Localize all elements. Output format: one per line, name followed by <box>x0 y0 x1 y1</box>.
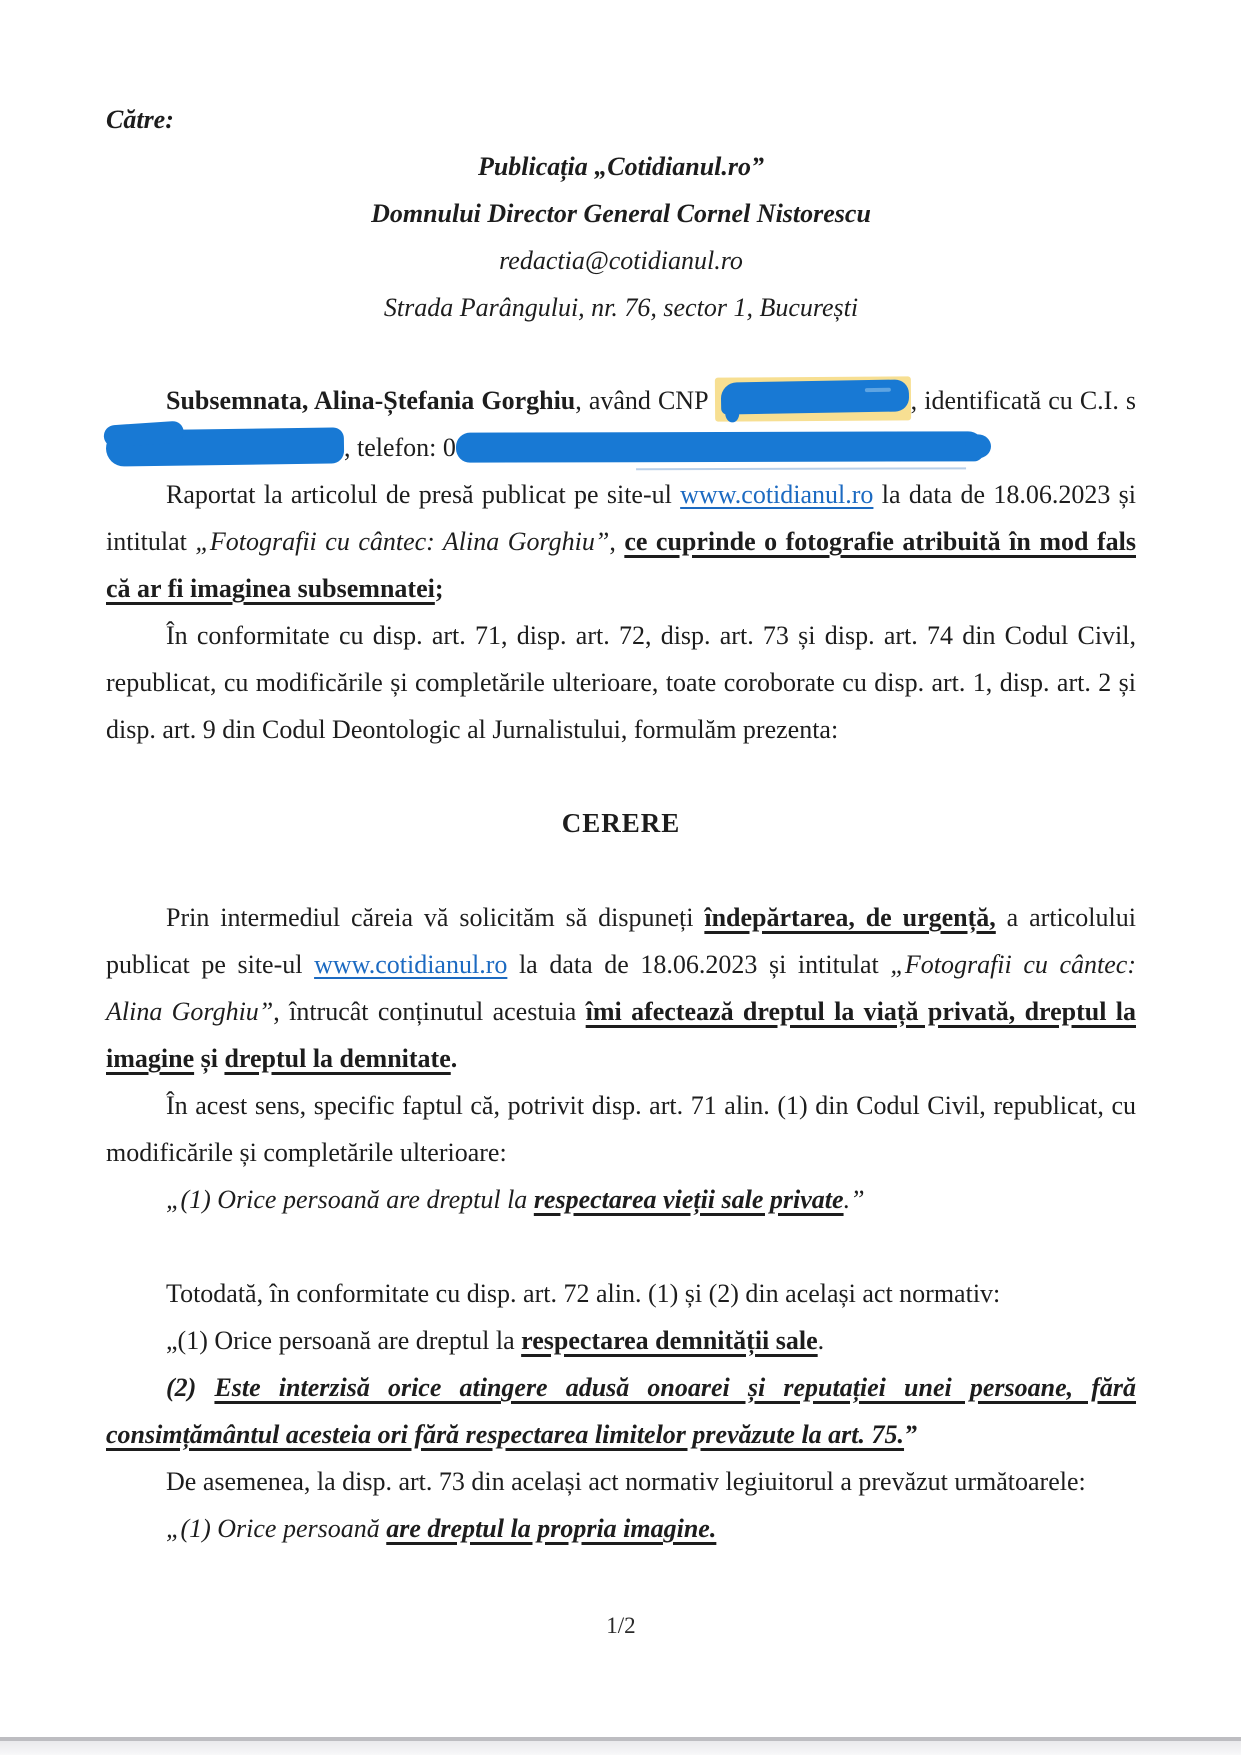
emphasized-rights: îmi afectează dreptul la viață privată, dreptul la imagine <box>106 997 1136 1073</box>
text-segment: ; <box>434 574 444 603</box>
spacer <box>106 847 1136 894</box>
paragraph-raportat <box>106 471 1136 612</box>
paragraph-request <box>106 894 1136 1082</box>
recipient-publication: Publicația „Cotidianul.ro” <box>477 152 765 181</box>
emphasized-quote: respectarea demnității sale <box>521 1326 818 1355</box>
emphasized-claim: ce cuprinde o fotografie atribuită în mod fals că ar fi imaginea subsemnatei <box>106 527 1136 603</box>
text-segment: și <box>194 1044 225 1073</box>
paragraph-legal-basis: În conformitate cu disp. art. 71, disp. art. 72, disp. art. 73 și disp. art. 74 din Codul Civil, republicat, cu modificările și completările ulterioare, toate coroborate cu disp. art. 1, disp. art. 2 și disp. art. 9 din Codul Deontologic al Jurnalistului, formulăm prezenta: <box>106 621 1136 744</box>
id-card-redaction-marker <box>106 427 344 466</box>
quote-art71 <box>106 1176 1136 1223</box>
article-title: „Fotografii cu cântec: Alina Gorghiu” <box>195 527 610 556</box>
text-segment: (2) <box>166 1373 215 1402</box>
spacer <box>106 331 1136 377</box>
paragraph-identification <box>106 377 1136 471</box>
text-segment: , întrucât conținutul acestuia <box>273 997 586 1026</box>
recipient-director: Domnului Director General Cornel Nistorescu <box>371 199 871 228</box>
recipient-label: Către: <box>106 105 174 134</box>
applicant-name: Subsemnata, Alina-Ștefania Gorghiu <box>166 386 576 415</box>
spacer <box>106 1223 1136 1270</box>
text-segment: la data de 18.06.2023 și intitulat <box>507 950 891 979</box>
quote-art72-2 <box>106 1364 1136 1458</box>
paragraph-sens: În acest sens, specific faptul că, potrivit disp. art. 71 alin. (1) din Codul Civil, republicat, cu modificările și completările ulterioare: <box>106 1091 1136 1167</box>
text-segment: a articolului publicat pe site-ul <box>106 903 1136 979</box>
text-segment: Raportat la articolul de presă publicat pe site-ul <box>166 480 681 509</box>
emphasized-quote: are dreptul la propria imagine. <box>386 1514 717 1543</box>
cnp-redaction-marker <box>720 379 909 414</box>
text-segment: .” <box>843 1185 865 1214</box>
cotidianul-link[interactable]: www.cotidianul.ro <box>680 480 874 509</box>
emphasized-quote: Este interzisă orice atingere adusă onoarei și reputației unei persoane, fără consimțământul acesteia ori fără respectarea limitelor prevăzute la art. 75. <box>106 1373 1137 1449</box>
article-title: „Fotografii cu cântec: Alina Gorghiu” <box>106 950 1136 1026</box>
emphasized-removal: îndepărtarea, de urgență, <box>704 903 996 932</box>
text-segment: . <box>817 1326 825 1355</box>
cotidianul-link[interactable]: www.cotidianul.ro <box>314 950 508 979</box>
text-segment: „(1) Orice persoană are dreptul la <box>166 1326 522 1355</box>
emphasized-quote: respectarea vieții sale private <box>533 1185 844 1214</box>
scan-bottom-shadow <box>0 1741 1241 1755</box>
request-heading: CERERE <box>561 808 681 838</box>
recipient-address: Strada Parângului, nr. 76, sector 1, București <box>383 293 859 322</box>
recipient-email: redactia@cotidianul.ro <box>499 246 743 275</box>
emphasized-rights: dreptul la demnitate <box>224 1044 451 1073</box>
page-number: 1/2 <box>606 1613 636 1638</box>
quote-art73 <box>106 1505 1136 1552</box>
spacer <box>106 753 1136 800</box>
text-segment: Prin intermediul căreia vă solicităm să dispuneți <box>166 903 705 932</box>
paragraph-totodata: Totodată, în conformitate cu disp. art. 72 alin. (1) și (2) din același act normativ: <box>166 1279 1001 1308</box>
cnp-redaction-highlight <box>715 376 911 421</box>
text-segment: , telefon: 0 <box>344 433 456 462</box>
quote-art72-1 <box>106 1317 1136 1364</box>
text-segment: „(1) Orice persoană are dreptul la <box>166 1185 534 1214</box>
text-segment: la data de 18.06.2023 și intitulat <box>106 480 1136 556</box>
letter-content <box>106 96 1136 1649</box>
text-segment: , <box>609 527 625 556</box>
phone-email-redaction-marker <box>456 431 984 462</box>
text-segment: , având CNP <box>575 386 715 415</box>
paragraph-asemenea: De asemenea, la disp. art. 73 din același act normativ legiuitorul a prevăzut următoarele: <box>166 1467 1086 1496</box>
text-segment: . <box>450 1044 458 1073</box>
text-segment: , identificată cu C.I. s <box>910 386 1136 415</box>
text-segment: „(1) Orice persoană <box>166 1514 387 1543</box>
text-segment: ” <box>904 1420 918 1449</box>
